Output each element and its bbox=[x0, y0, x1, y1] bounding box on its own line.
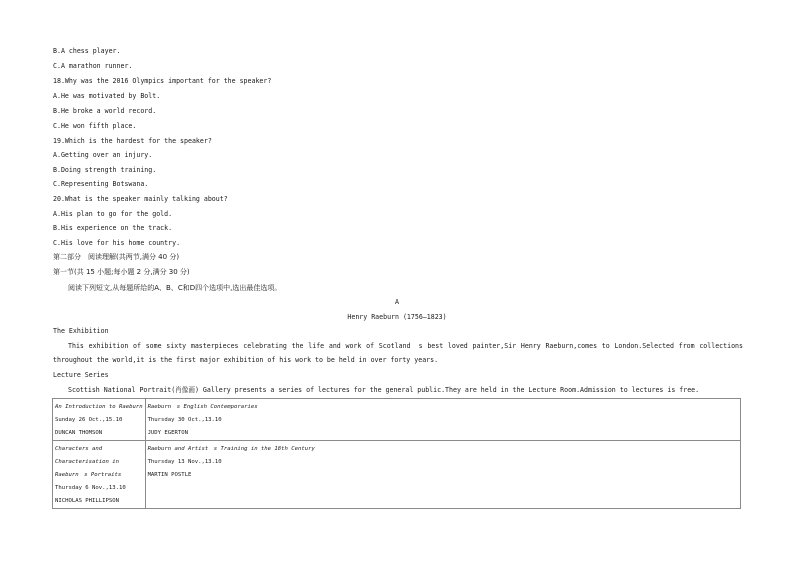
q18-option-a: A.He was motivated by Bolt. bbox=[53, 92, 161, 100]
q18-question: 18.Why was the 2016 Olympics important for the speaker? bbox=[53, 77, 272, 85]
lecture-date: Sunday 26 Oct.,15.10 bbox=[55, 417, 123, 423]
lecture-title: Raeburn and Artist s Training in the 18th Century bbox=[147, 446, 315, 452]
lecture-schedule-table bbox=[52, 398, 741, 509]
part2-heading: 第二部分 阅读理解(共两节,满分 40 分) bbox=[53, 253, 180, 261]
table-cell bbox=[53, 441, 146, 509]
q18-option-c: C.He won fifth place. bbox=[53, 122, 137, 130]
q19-option-a: A.Getting over an injury. bbox=[53, 151, 153, 159]
lecture-title: Characters and bbox=[55, 446, 103, 452]
q19-option-c: C.Representing Botswana. bbox=[53, 180, 149, 188]
table-row bbox=[53, 441, 741, 509]
q17-option-c: C.A marathon runner. bbox=[53, 62, 133, 70]
q19-question: 19.Which is the hardest for the speaker? bbox=[53, 137, 212, 145]
reading-instruction: 阅读下列短文,从每题所给的A、B、C和D四个选项中,选出最佳选项。 bbox=[68, 284, 282, 292]
lecture-speaker: NICHOLAS PHILLIPSON bbox=[55, 498, 119, 504]
lecture-date: Thursday 6 Nov.,13.10 bbox=[55, 485, 126, 491]
lecture-date: Thursday 30 Oct.,13.10 bbox=[147, 417, 222, 423]
lecture-date: Thursday 13 Nov.,13.10 bbox=[147, 459, 222, 465]
q17-option-b: B.A chess player. bbox=[53, 47, 121, 55]
passage-letter: A bbox=[395, 298, 399, 306]
lecture-title: Raeburn s Portraits bbox=[55, 472, 122, 478]
q20-option-b: B.His experience on the track. bbox=[53, 224, 173, 232]
q20-question: 20.What is the speaker mainly talking about? bbox=[53, 195, 228, 203]
table-cell bbox=[145, 441, 740, 509]
exhibition-heading: The Exhibition bbox=[53, 327, 109, 335]
table-row bbox=[53, 399, 741, 441]
table-cell bbox=[145, 399, 740, 441]
table-cell bbox=[53, 399, 146, 441]
q18-option-b: B.He broke a world record. bbox=[53, 107, 157, 115]
q19-option-b: B.Doing strength training. bbox=[53, 166, 157, 174]
exhibition-paragraph: This exhibition of some sixty masterpieces celebrating the life and work of Scotland s best loved painter,Sir Henry Raeburn,comes to London.Selected from collections throughout the world,it is the first major exhibition of his work to be held in over forty years. bbox=[53, 342, 743, 364]
lecture-speaker: JUDY EGERTON bbox=[147, 430, 188, 436]
lecture-speaker: MARTIN POSTLE bbox=[147, 472, 192, 478]
lecture-title: An Introduction to Raeburn bbox=[55, 404, 143, 410]
lecture-title: Characterisation in bbox=[55, 459, 119, 465]
lecture-paragraph: Scottish National Portrait(肖像画) Gallery presents a series of lectures for the general public.They are held in the Lecture Room.Admission to lectures is free. bbox=[68, 386, 700, 394]
lecture-heading: Lecture Series bbox=[53, 371, 109, 379]
passage-title: Henry Raeburn (1756—1823) bbox=[347, 313, 447, 321]
lecture-speaker: DUNCAN THOMSON bbox=[55, 430, 103, 436]
lecture-title: Raeburn s English Contemporaries bbox=[147, 404, 258, 410]
q20-option-a: A.His plan to go for the gold. bbox=[53, 210, 173, 218]
section1-heading: 第一节(共 15 小题;每小题 2 分,满分 30 分) bbox=[53, 268, 190, 276]
q20-option-c: C.His love for his home country. bbox=[53, 239, 181, 247]
